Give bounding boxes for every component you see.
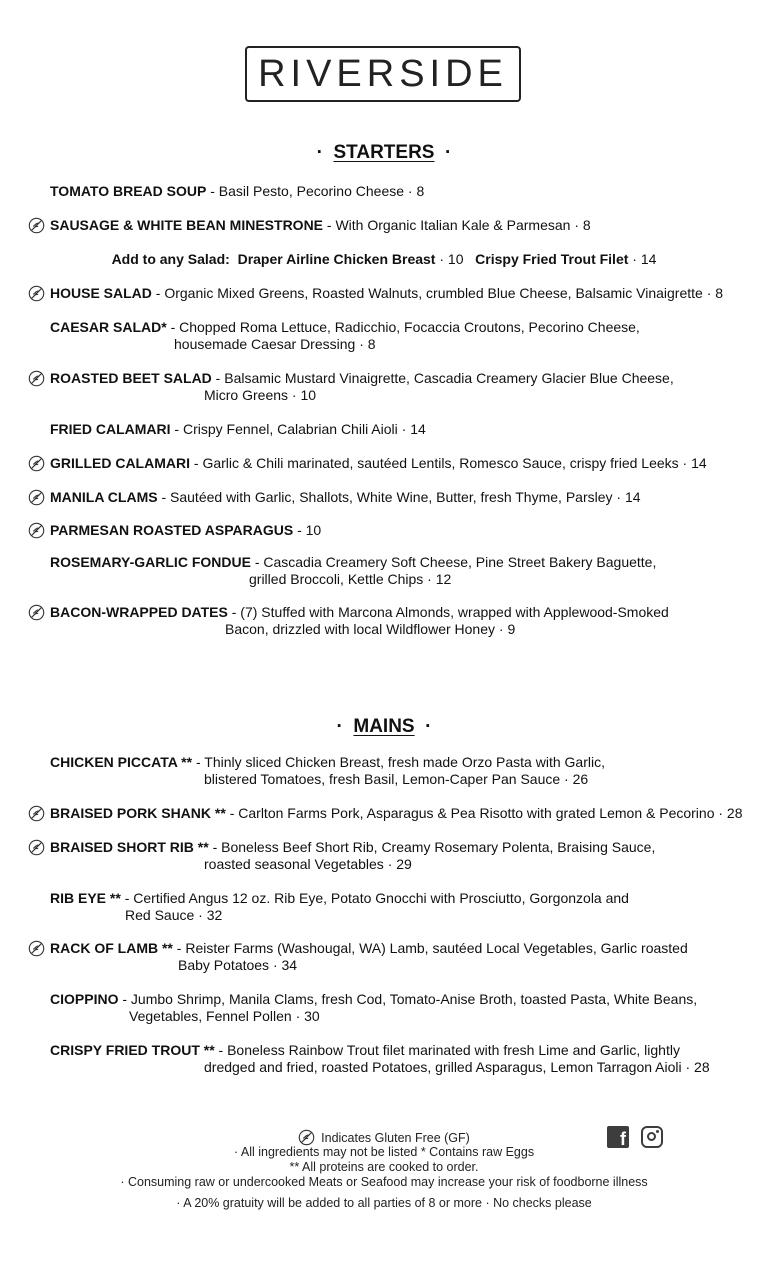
menu-item: RACK OF LAMB ** - Reister Farms (Washougal, WA) Lamb, sautéed Local Vegetables, Garlic roasted Baby Potatoes · 34 — [50, 940, 688, 973]
gluten-free-icon — [28, 217, 45, 234]
mains-heading: · MAINS · — [336, 716, 432, 737]
footer-note: · All ingredients may not be listed * Contains raw Eggs — [233, 1145, 535, 1159]
menu-item: ROASTED BEET SALAD - Balsamic Mustard Vinaigrette, Cascadia Creamery Glacier Blue Cheese, Micro Greens · 10 — [50, 370, 674, 403]
gluten-free-icon — [28, 604, 45, 621]
menu-item: CRISPY FRIED TROUT ** - Boneless Rainbow Trout filet marinated with fresh Lime and Garlic, lightly dredged and fried, roasted Potatoes, grilled Asparagus, Lemon Tarragon Aioli · 28 — [50, 1042, 710, 1075]
menu-item: SAUSAGE & WHITE BEAN MINESTRONE - With Organic Italian Kale & Parmesan · 8 — [50, 217, 591, 233]
menu-item: BRAISED PORK SHANK ** - Carlton Farms Pork, Asparagus & Pea Risotto with grated Lemon & Pecorino · 28 — [50, 805, 743, 821]
gluten-free-icon — [28, 370, 45, 387]
menu-item: BRAISED SHORT RIB ** - Boneless Beef Short Rib, Creamy Rosemary Polenta, Braising Sauce, roasted seasonal Vegetables · 29 — [50, 839, 656, 872]
gluten-free-icon — [28, 940, 45, 957]
footer-note: · Consuming raw or undercooked Meats or Seafood may increase your risk of foodborne illness — [120, 1175, 648, 1189]
gluten-free-icon — [28, 839, 45, 856]
instagram-icon[interactable] — [641, 1126, 663, 1148]
gluten-free-legend-text: Indicates Gluten Free (GF) — [321, 1131, 470, 1145]
gluten-free-icon — [28, 285, 45, 302]
gluten-free-icon — [28, 522, 45, 539]
gluten-free-icon — [298, 1129, 315, 1146]
facebook-icon[interactable]: f — [607, 1126, 629, 1148]
menu-item: CAESAR SALAD* - Chopped Roma Lettuce, Radicchio, Focaccia Croutons, Pecorino Cheese, housemade Caesar Dressing · 8 — [50, 319, 640, 352]
menu-item: CIOPPINO - Jumbo Shrimp, Manila Clams, fresh Cod, Tomato-Anise Broth, toasted Pasta, White Beans, Vegetables, Fennel Pollen · 30 — [50, 991, 698, 1024]
menu-item: ROSEMARY-GARLIC FONDUE - Cascadia Creamery Soft Cheese, Pine Street Bakery Baguette, grilled Broccoli, Kettle Chips · 12 — [50, 554, 657, 587]
menu-item: PARMESAN ROASTED ASPARAGUS - 10 — [50, 522, 322, 538]
menu-item: CHICKEN PICCATA ** - Thinly sliced Chicken Breast, fresh made Orzo Pasta with Garlic, blistered Tomatoes, fresh Basil, Lemon-Caper Pan Sauce · 26 — [50, 754, 605, 787]
menu-item: TOMATO BREAD SOUP - Basil Pesto, Pecorino Cheese · 8 — [50, 183, 425, 199]
menu-item: GRILLED CALAMARI - Garlic & Chili marinated, sautéed Lentils, Romesco Sauce, crispy fried Leeks · 14 — [50, 455, 707, 471]
gluten-free-icon — [28, 805, 45, 822]
footer-note: ** All proteins are cooked to order. — [289, 1160, 479, 1174]
salad-addon-line: Add to any Salad: Draper Airline Chicken Breast · 10 Crispy Fried Trout Filet · 14 — [111, 251, 657, 267]
menu-item: FRIED CALAMARI - Crispy Fennel, Calabrian Chili Aioli · 14 — [50, 421, 426, 437]
menu-item: HOUSE SALAD - Organic Mixed Greens, Roasted Walnuts, crumbled Blue Cheese, Balsamic Vinaigrette · 8 — [50, 285, 724, 301]
brand-logo: RIVERSIDE — [245, 46, 521, 102]
gluten-free-icon — [28, 489, 45, 506]
footer-note: · A 20% gratuity will be added to all parties of 8 or more · No checks please — [176, 1196, 592, 1210]
starters-heading: · STARTERS · — [316, 142, 452, 163]
menu-item: BACON-WRAPPED DATES - (7) Stuffed with Marcona Almonds, wrapped with Applewood-Smoked Bacon, drizzled with local Wildflower Honey · 9 — [50, 604, 669, 637]
menu-item: RIB EYE ** - Certified Angus 12 oz. Rib Eye, Potato Gnocchi with Prosciutto, Gorgonzola and Red Sauce · 32 — [50, 890, 629, 923]
menu-item: MANILA CLAMS - Sautéed with Garlic, Shallots, White Wine, Butter, fresh Thyme, Parsley · 14 — [50, 489, 641, 505]
gluten-free-icon — [28, 455, 45, 472]
